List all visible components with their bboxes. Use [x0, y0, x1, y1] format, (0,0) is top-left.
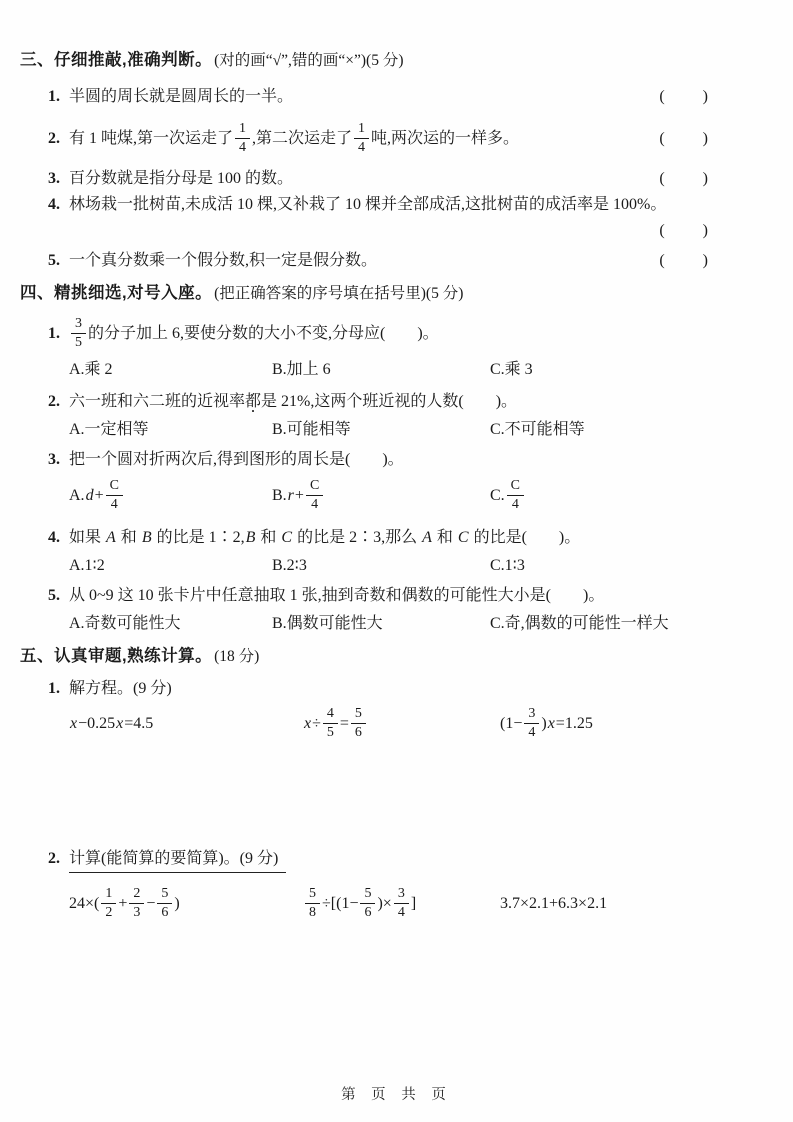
- equation-1: x−0.25x=4.5: [70, 715, 154, 732]
- expression-1: 24×( $\frac{1}{2}$ + $\frac{2}{3}$ − $\frac{5}{6}$ ): [69, 885, 180, 920]
- expressions-row: [69, 881, 793, 927]
- choice-question-3: [48, 450, 793, 470]
- item-number: 4.: [48, 196, 60, 213]
- item-number: 5.: [48, 587, 60, 604]
- section5-note: (18 分): [214, 648, 260, 665]
- calculation-heading: [48, 849, 793, 873]
- item-text: 一个真分数乘一个假分数,积一定是假分数。: [69, 252, 378, 269]
- equation-3: (1− $\frac{3}{4}$ )x=1.25: [500, 705, 593, 740]
- choice-question-2-options: [69, 420, 793, 440]
- fraction: $\frac{3}{4}$: [394, 886, 409, 920]
- option-c: C.1∶3: [490, 557, 525, 574]
- fraction: $\frac{5}{6}$: [360, 886, 375, 920]
- equation-2: x÷ $\frac{4}{5}$ = $\frac{5}{6}$: [303, 707, 500, 741]
- page-footer: 第 页 共 页: [341, 1086, 452, 1103]
- fraction: $\frac{5}{6}$: [157, 886, 172, 920]
- fraction: $\frac{4}{5}$: [323, 706, 338, 740]
- equations-row: [69, 701, 793, 747]
- option-a: A.乘 2: [69, 361, 113, 378]
- item-number: 1.: [48, 680, 60, 697]
- choice-question-1: [48, 312, 793, 356]
- choice-question-4: [48, 528, 793, 548]
- fraction: $\frac{5}{6}$: [351, 706, 366, 740]
- section4-note: (把正确答案的序号填在括号里)(5 分): [214, 285, 464, 302]
- question-text: 从 0~9 这 10 张卡片中任意抽取 1 张,抽到奇数和偶数的可能性大小是( )。: [69, 587, 605, 604]
- item-text: 半圆的周长就是圆周长的一半。: [69, 88, 294, 105]
- option-b: B.2∶3: [272, 557, 307, 574]
- judgment-item-3: [48, 169, 793, 189]
- question-text: $\frac{3}{5}$ 的分子加上 6,要使分数的大小不变,分母应( )。: [69, 317, 439, 351]
- section3-note: (对的画“√”,错的画“×”)(5 分): [214, 52, 404, 69]
- expression-3: 3.7×2.1+6.3×2.1: [500, 895, 608, 912]
- option-a: A.1∶2: [69, 557, 105, 574]
- item-text: 百分数就是指分母是 100 的数。: [69, 170, 294, 187]
- option-b: B.偶数可能性大: [272, 615, 383, 632]
- item-number: 2.: [48, 850, 60, 867]
- fraction: $\frac{1}{4}$: [354, 121, 369, 155]
- item-number: 2.: [48, 130, 60, 147]
- item-number: 1.: [48, 325, 60, 342]
- section3-title: 三、仔细推敲,准确判断。: [20, 51, 213, 69]
- choice-question-2: [48, 392, 793, 412]
- fraction: $\frac{2}{3}$: [129, 886, 144, 920]
- answer-brackets: ( ): [659, 252, 710, 269]
- choice-question-3-options: [69, 474, 793, 518]
- solve-equations-heading: [48, 679, 793, 699]
- fraction: $\frac{3}{4}$: [524, 706, 539, 740]
- question-text: 六一班和六二班的近视率都是 21%,这两个班近视的人数( )。: [69, 393, 518, 410]
- option-b: B.可能相等: [272, 421, 351, 438]
- answer-brackets: ( ): [659, 170, 710, 187]
- sub-heading-text: 计算(能简算的要简算)。(9 分): [69, 849, 286, 873]
- item-text: 林场栽一批树苗,未成活 10 棵,又补栽了 10 棵并全部成活,这批树苗的成活率是 100%。: [69, 196, 667, 213]
- judgment-item-5: [48, 251, 793, 271]
- choice-question-5: [48, 586, 793, 606]
- option-a: A.d+ $\frac{C}{4}$: [69, 479, 272, 513]
- section5-title: 五、认真审题,熟练计算。: [20, 647, 213, 665]
- choice-question-1-options: [69, 360, 793, 380]
- judgment-item-4-answer-line: [0, 221, 793, 241]
- section5-heading: [20, 646, 793, 667]
- item-number: 1.: [48, 88, 60, 105]
- item-number: 3.: [48, 170, 60, 187]
- sub-heading-text: 解方程。(9 分): [69, 680, 172, 697]
- answer-brackets: ( ): [659, 222, 710, 239]
- fraction: $\frac{1}{2}$: [101, 886, 116, 920]
- item-number: 2.: [48, 393, 60, 410]
- option-c: C.不可能相等: [490, 421, 585, 438]
- section4-heading: [20, 283, 793, 304]
- judgment-item-2: [48, 117, 793, 161]
- question-text: 把一个圆对折两次后,得到图形的周长是( )。: [69, 451, 404, 468]
- judgment-item-1: [48, 87, 793, 107]
- item-text: 有 1 吨煤,第一次运走了 $\frac{1}{4}$ ,第二次运走了 $\frac{1}{4}$ 吨,两次运的一样多。: [69, 120, 520, 155]
- option-b: B.r+ $\frac{C}{4}$: [272, 479, 490, 513]
- section4-title: 四、精挑细选,对号入座。: [20, 284, 213, 302]
- option-c: C.奇,偶数的可能性一样大: [490, 615, 669, 632]
- item-number: 4.: [48, 529, 60, 546]
- option-b: B.加上 6: [272, 361, 331, 378]
- expression-2: $\frac{5}{8}$ ÷[(1− $\frac{5}{6}$ )× $\frac{3}{4}$ ]: [303, 887, 500, 921]
- fraction: $\frac{3}{5}$: [71, 316, 86, 350]
- answer-brackets: ( ): [659, 130, 710, 147]
- judgment-item-4: [48, 195, 793, 215]
- item-number: 3.: [48, 451, 60, 468]
- option-c: C. $\frac{C}{4}$: [490, 479, 793, 513]
- section3-heading: [20, 50, 793, 71]
- choice-question-4-options: [69, 556, 793, 576]
- option-a: A.奇数可能性大: [69, 615, 181, 632]
- choice-question-5-options: [69, 614, 793, 634]
- item-number: 5.: [48, 252, 60, 269]
- fraction: $\frac{C}{4}$: [507, 478, 524, 512]
- fraction: $\frac{5}{8}$: [305, 886, 320, 920]
- fraction: $\frac{C}{4}$: [106, 478, 123, 512]
- option-c: C.乘 3: [490, 361, 533, 378]
- option-a: A.一定相等: [69, 421, 149, 438]
- question-text: 如果 A 和 B 的比是 1∶2,B 和 C 的比是 2∶3,那么 A 和 C 的比是( )。: [69, 529, 581, 546]
- fraction: $\frac{C}{4}$: [306, 478, 323, 512]
- answer-brackets: ( ): [659, 88, 710, 105]
- fraction: $\frac{1}{4}$: [235, 121, 250, 155]
